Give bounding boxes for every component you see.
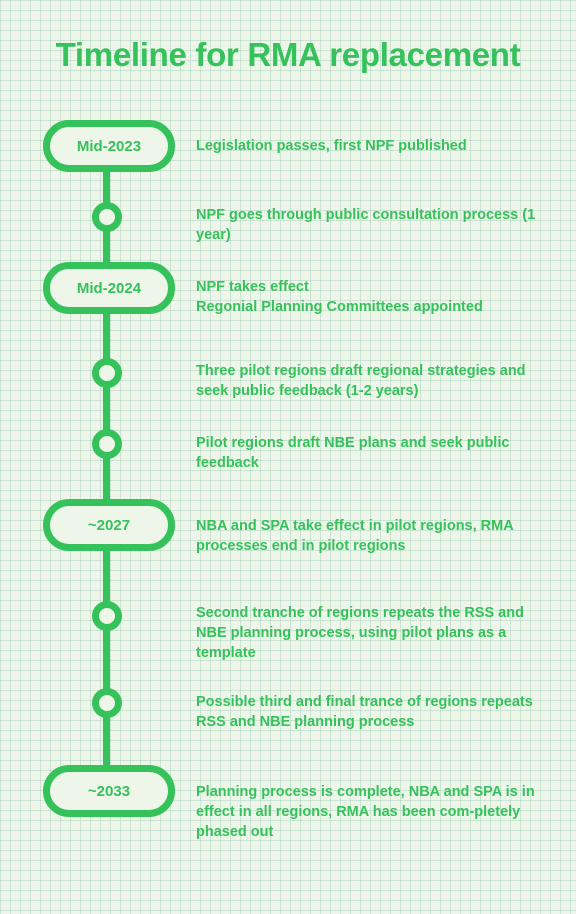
milestone-text: Possible third and final trance of regions repeats RSS and NBE planning process <box>196 694 533 730</box>
milestone-text: Planning process is complete, NBA and SPA is in effect in all regions, RMA has been com-pletely phased out <box>196 784 535 840</box>
milestone-text-line: NPF takes effect <box>196 279 309 295</box>
milestone-text: NPF goes through public consultation process (1 year) <box>196 207 536 243</box>
milestone-text: Three pilot regions draft regional strategies and seek public feedback (1-2 years) <box>196 363 526 399</box>
milestone-text: NBA and SPA take effect in pilot regions, RMA processes end in pilot regions <box>196 518 514 554</box>
timeline-dot <box>92 202 122 232</box>
milestone-marker: ~2033 <box>43 765 175 817</box>
milestone-marker: ~2027 <box>43 499 175 551</box>
milestone-text: Pilot regions draft NBE plans and seek public feedback <box>196 435 510 471</box>
milestone-text-line: Regonial Planning Committees appointed <box>196 299 483 315</box>
timeline-dot <box>92 688 122 718</box>
milestone-text: Second tranche of regions repeats the RSS and NBE planning process, using pilot plans as a template <box>196 605 524 661</box>
timeline-dot <box>92 358 122 388</box>
milestone-text: Legislation passes, first NPF published <box>196 138 467 154</box>
milestone-text <box>196 277 541 317</box>
page-title: Timeline for RMA replacement <box>55 36 521 73</box>
timeline-dot <box>92 429 122 459</box>
milestone-marker: Mid-2023 <box>43 120 175 172</box>
timeline-dot <box>92 601 122 631</box>
milestone-marker: Mid-2024 <box>43 262 175 314</box>
